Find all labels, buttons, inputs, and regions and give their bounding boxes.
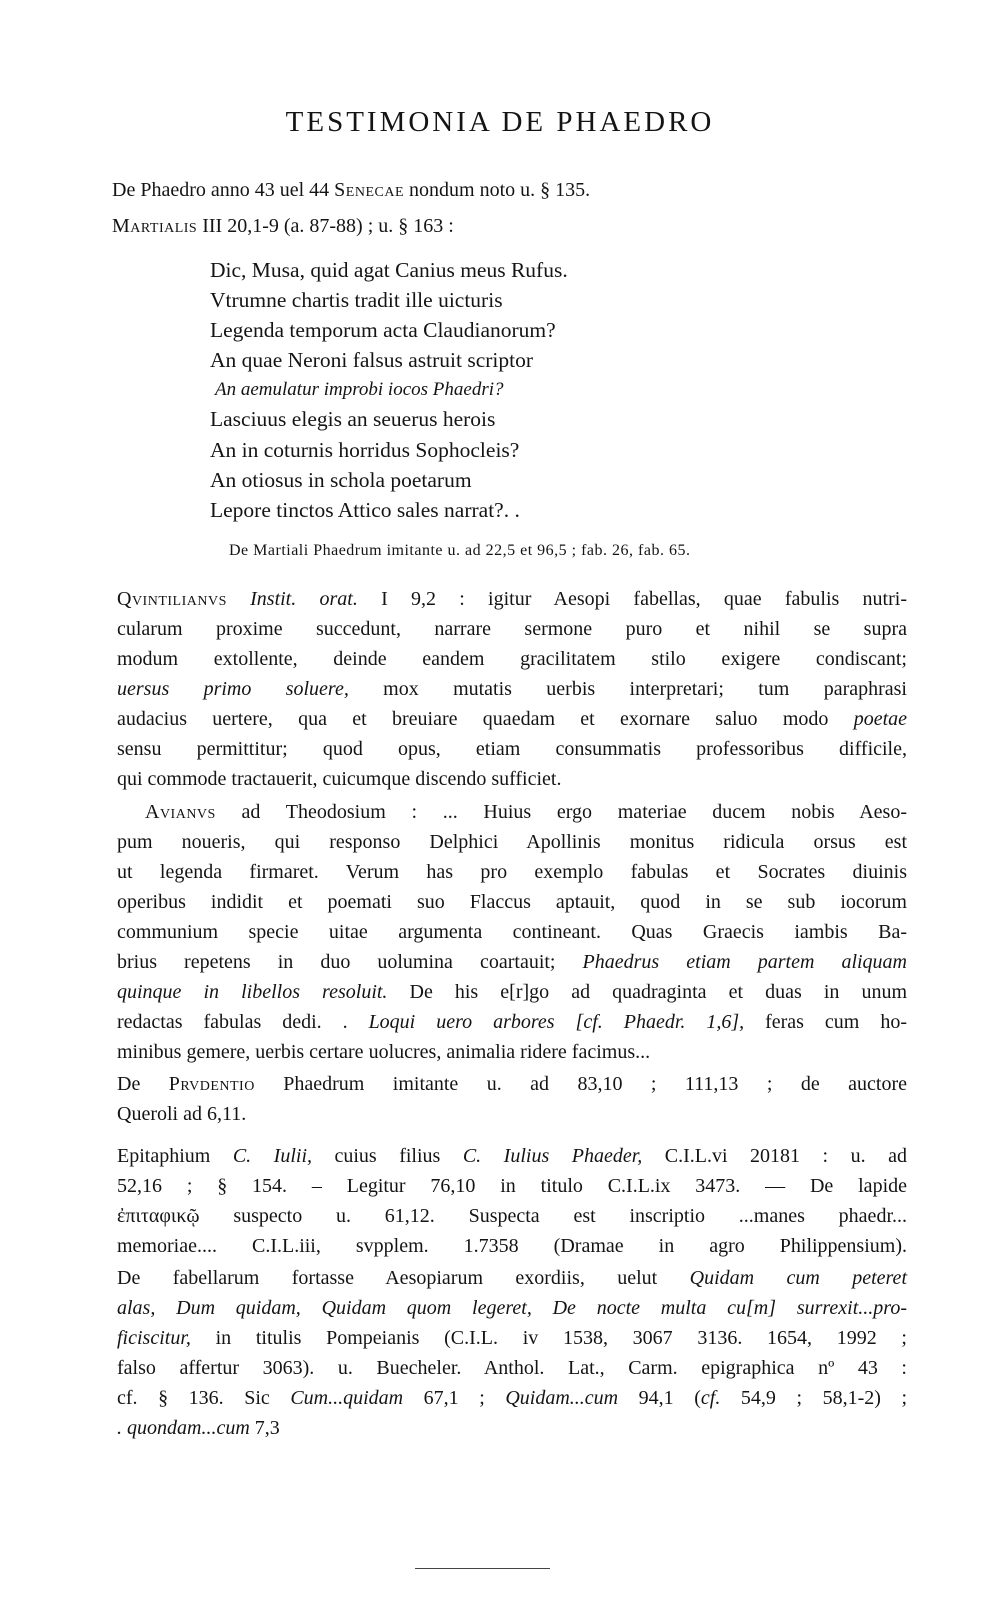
avianus-line: operibus indidit et poemati suo Flaccus aptauit, quod in se sub iocorum	[117, 891, 907, 913]
poem-line: An in coturnis horridus Sophocleis?	[210, 438, 520, 462]
quintilianus-line: uersus primo soluere, mox mutatis uerbis interpretari; tum paraphrasi	[117, 678, 907, 700]
avianus-line: brius repetens in duo uolumina coartauit; Phaedrus etiam partem aliquam	[117, 951, 907, 973]
quintilianus-line: qui commode tractauerit, cuicumque discendo sufficiet.	[117, 768, 562, 790]
epitaph-line: memoriae.... C.I.L.iii, svpplem. 1.7358 (Dramae in agro Philippensium).	[117, 1235, 907, 1257]
fabellae-line: . quondam...cum 7,3	[117, 1417, 280, 1439]
avianus-line: pum noueris, qui responso Delphici Apollinis monitus ridicula orsus est	[117, 831, 907, 853]
poem-line: An quae Neroni falsus astruit scriptor	[210, 348, 534, 372]
page-title: TESTIMONIA DE PHAEDRO	[285, 106, 715, 138]
quintilianus-line: sensu permittitur; quod opus, etiam consummatis professoribus difficile,	[117, 738, 907, 760]
avianus-line: ut legenda firmaret. Verum has pro exemplo fabulas et Socrates diuinis	[117, 861, 907, 883]
poem-line: An aemulatur improbi iocos Phaedri?	[215, 379, 504, 400]
poem-line: Legenda temporum acta Claudianorum?	[210, 318, 556, 342]
quintilianus-line: audacius uertere, qua et breuiare quaedam et exornare saluo modo poetae	[117, 708, 907, 730]
fabellae-line: cf. § 136. Sic Cum...quidam 67,1 ; Quidam...cum 94,1 (cf. 54,9 ; 58,1-2) ;	[117, 1387, 908, 1409]
poem-line: Lepore tinctos Attico sales narrat?. .	[210, 498, 520, 522]
quintilianus-line: modum extollente, deinde eandem gracilitatem stilo exigere condiscant;	[117, 648, 907, 670]
epitaph-line: Epitaphium C. Iulii, cuius filius C. Iulius Phaeder, C.I.L.vi 20181 : u. ad	[117, 1145, 907, 1167]
martialis-line: Martialis III 20,1-9 (a. 87-88) ; u. § 163 :	[112, 215, 454, 237]
poem-line: An otiosus in schola poetarum	[210, 468, 472, 492]
avianus-line: redactas fabulas dedi. . Loqui uero arbores [cf. Phaedr. 1,6], feras cum ho-	[117, 1011, 907, 1033]
avianus-line: Avianvs ad Theodosium : ... Huius ergo materiae ducem nobis Aeso-	[145, 801, 907, 823]
epitaph-line: ἐπιταφικῷ suspecto u. 61,12. Suspecta est inscriptio ...manes phaedr...	[117, 1205, 907, 1227]
seneca-line: De Phaedro anno 43 uel 44 Senecae nondum noto u. § 135.	[112, 179, 591, 201]
poem-line: Lasciuus elegis an seuerus herois	[210, 407, 496, 431]
poem-note: De Martiali Phaedrum imitante u. ad 22,5 et 96,5 ; fab. 26, fab. 65.	[229, 542, 691, 559]
divider	[415, 1568, 550, 1569]
fabellae-line: falso affertur 3063). u. Buecheler. Anthol. Lat., Carm. epigraphica nº 43 :	[117, 1357, 907, 1379]
avianus-line: minibus gemere, uerbis certare uolucres, animalia ridere facimus...	[117, 1041, 651, 1063]
poem-line: Vtrumne chartis tradit ille uicturis	[210, 288, 503, 312]
prudentius-line: De Prvdentio Phaedrum imitante u. ad 83,10 ; 111,13 ; de auctore	[117, 1073, 907, 1095]
quintilianus-line: Qvintilianvs Instit. orat. I 9,2 : igitur Aesopi fabellas, quae fabulis nutri-	[117, 588, 907, 610]
fabellae-line: De fabellarum fortasse Aesopiarum exordiis, uelut Quidam cum peteret	[117, 1267, 907, 1289]
poem-line: Dic, Musa, quid agat Canius meus Rufus.	[210, 258, 568, 282]
quintilianus-line: cularum proxime succedunt, narrare sermone puro et nihil se supra	[117, 618, 907, 640]
avianus-line: communium specie uitae argumenta contineant. Quas Graecis iambis Ba-	[117, 921, 907, 943]
fabellae-line: alas, Dum quidam, Quidam quom legeret, De nocte multa cu[m] surrexit...pro-	[117, 1297, 907, 1319]
prudentius-line: Queroli ad 6,11.	[117, 1103, 247, 1125]
avianus-line: quinque in libellos resoluit. De his e[r]go ad quadraginta et duas in unum	[117, 981, 907, 1003]
epitaph-line: 52,16 ; § 154. – Legitur 76,10 in titulo C.I.L.ix 3473. — De lapide	[117, 1175, 907, 1197]
fabellae-line: ficiscitur, in titulis Pompeianis (C.I.L. iv 1538, 3067 3136. 1654, 1992 ;	[117, 1327, 907, 1349]
